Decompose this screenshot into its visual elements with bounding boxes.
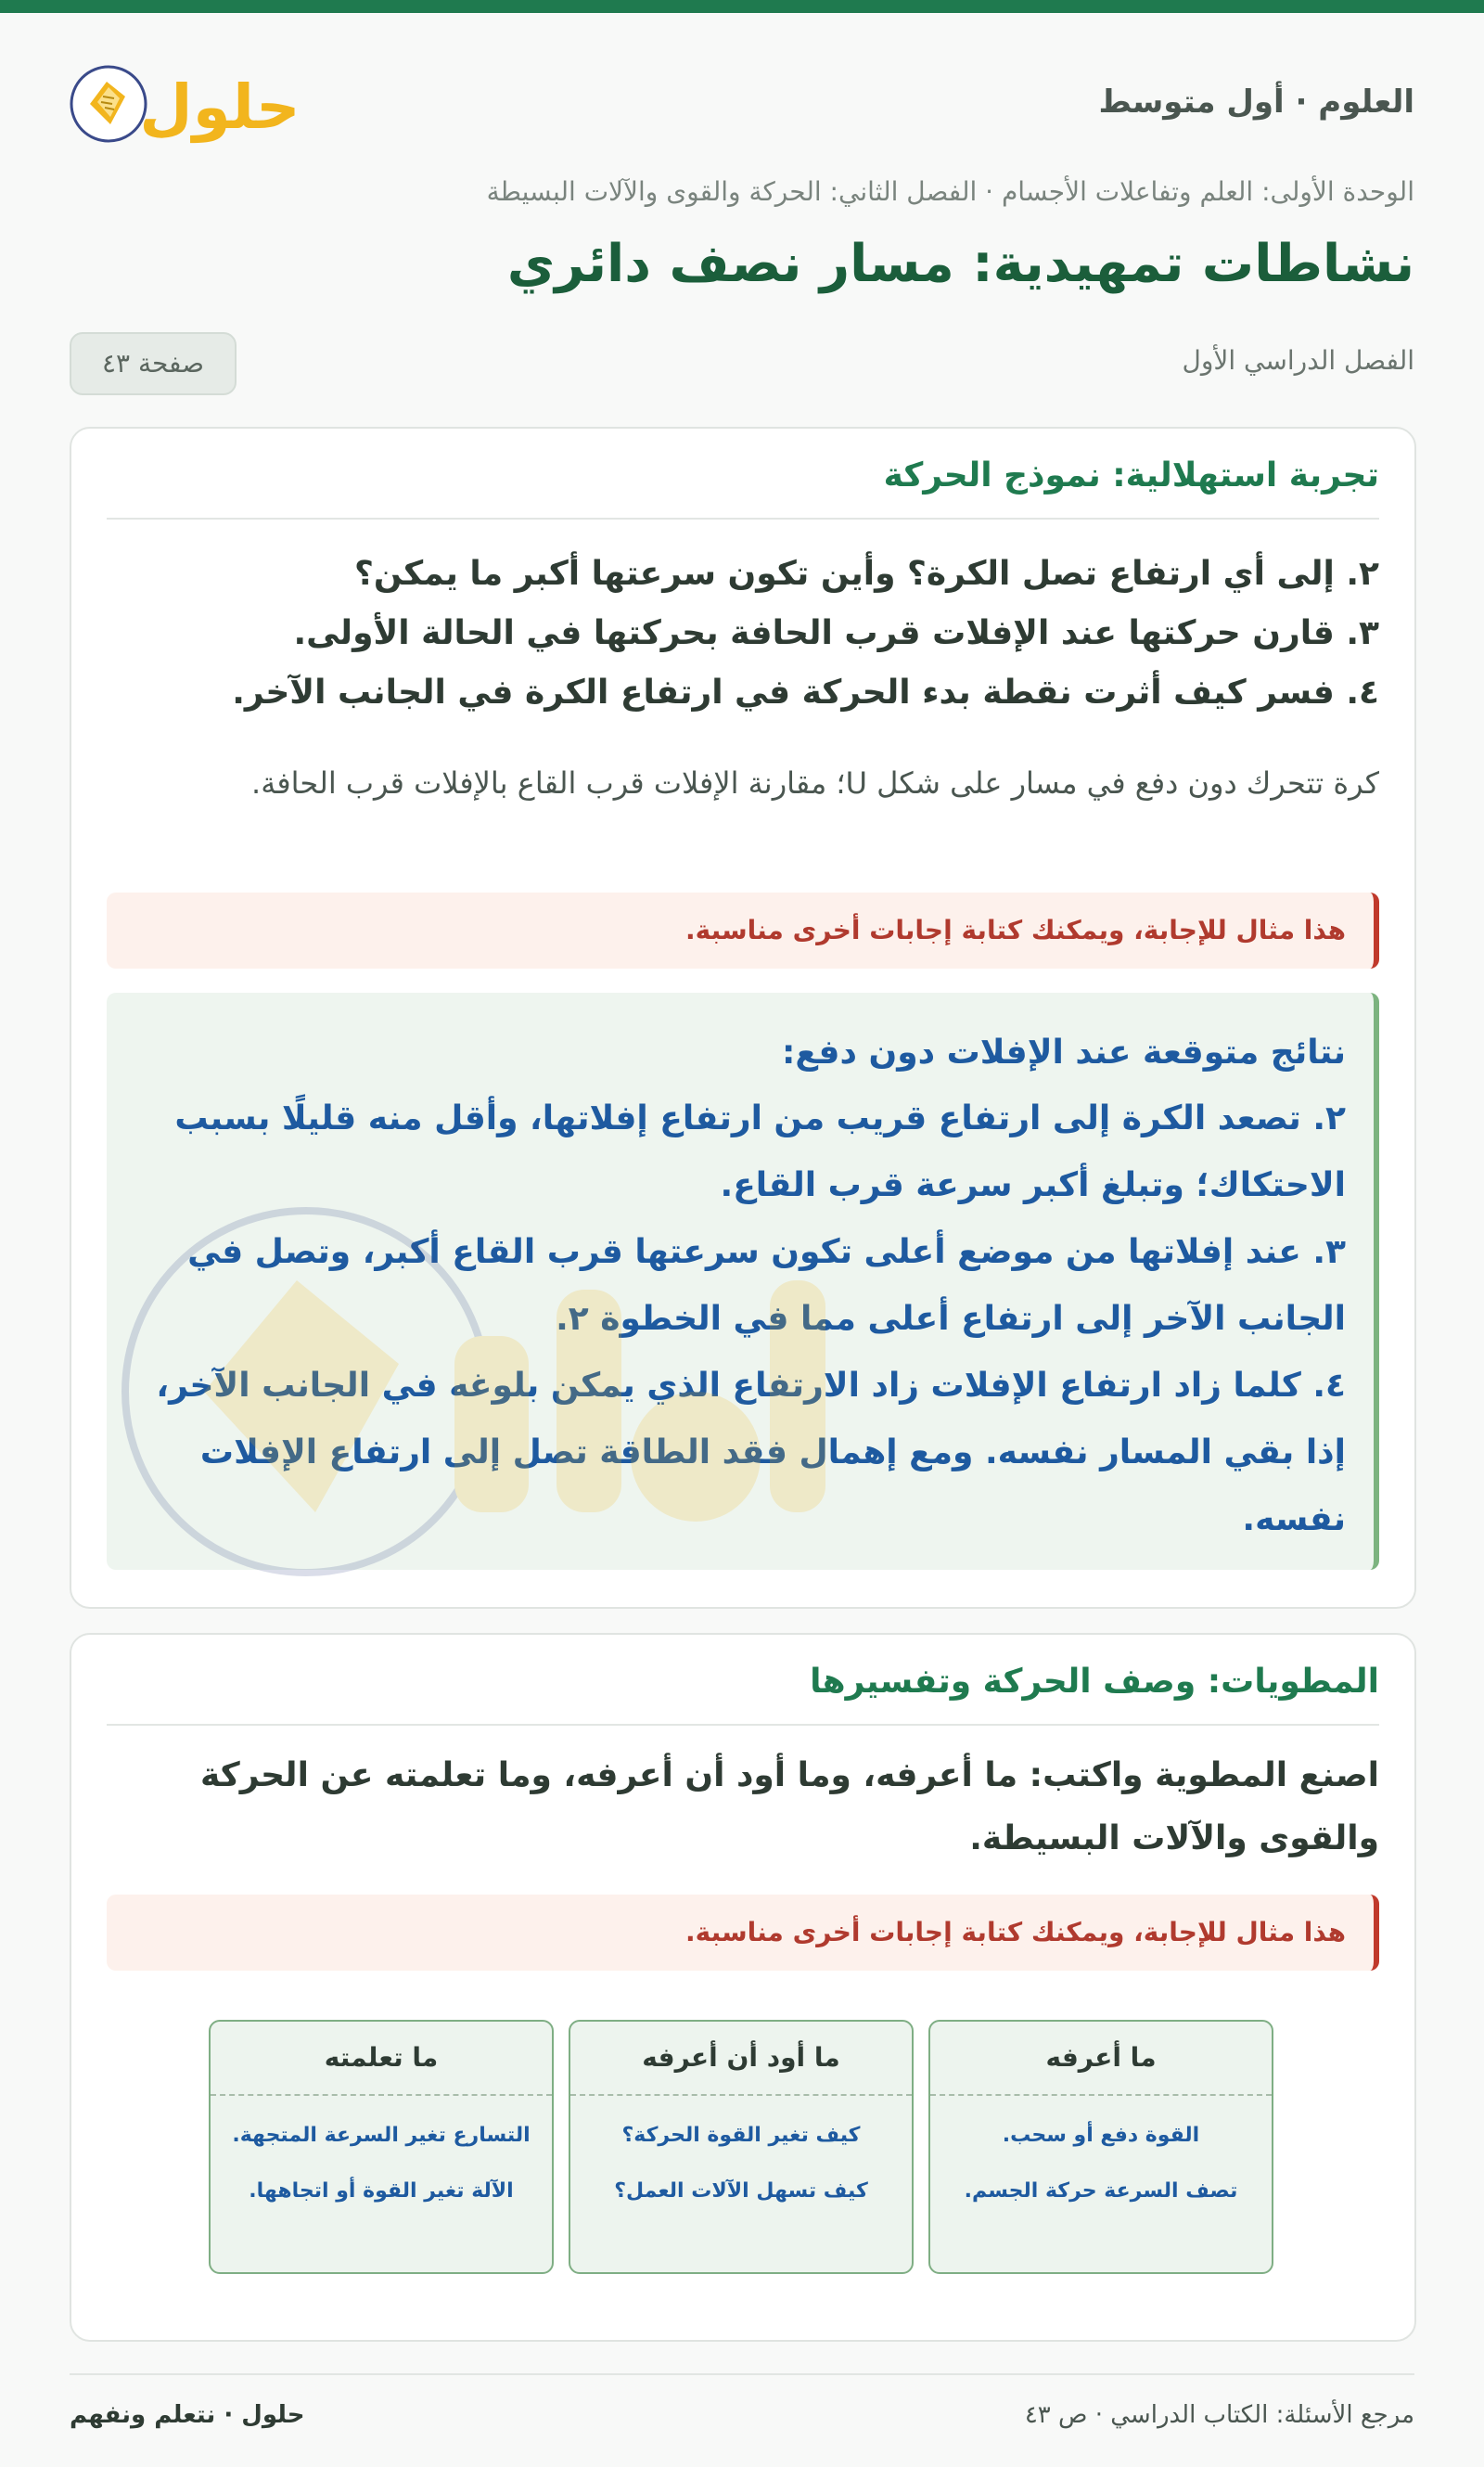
foldables-instructions: اصنع المطوية واكتب: ما أعرفه، وما أود أن أعرفه، وما تعلمته عن الحركة والقوى والآلات البسيطة. (199, 1756, 1379, 1857)
logo-wordmark: حلول (139, 71, 301, 143)
top-accent-bar (0, 0, 1484, 13)
foldables-card (70, 1633, 1416, 2342)
column-heading: ما تعلمته (211, 2022, 552, 2096)
exploration-card (70, 427, 1416, 1609)
hulul-logo[interactable] (70, 56, 320, 158)
column-heading: ما أعرفه (930, 2022, 1272, 2096)
column-entry: القوة دفع أو سحب. (1002, 2124, 1200, 2147)
sample-answer-note: هذا مثال للإجابة، ويمكنك كتابة إجابات أخرى مناسبة. (107, 1895, 1379, 1971)
answer-item: ٢. تصعد الكرة إلى ارتفاع قريب من ارتفاع إفلاتها، وأقل منه قليلًا بسبب الاحتكاك؛ وتبلغ أكبر سرعة قرب القاع. (174, 1099, 1346, 1204)
footer-reference: مرجع الأسئلة: الكتاب الدراسي · ص ٤٣ (1024, 2401, 1414, 2429)
kwl-foldable (211, 2020, 1273, 2272)
answer-item: ٣. عند إفلاتها من موضع أعلى تكون سرعتها قرب القاع أكبر، وتصل في الجانب الآخر إلى ارتفاع أعلى مما في الخطوة ٢. (187, 1233, 1346, 1338)
answer-heading: نتائج متوقعة عند الإفلات دون دفع: (781, 1034, 1346, 1072)
foldable-column-learned (209, 2020, 554, 2274)
page-title: نشاطات تمهيدية: مسار نصف دائري (506, 234, 1414, 294)
question-item: ٤. فسر كيف أثرت نقطة بدء الحركة في ارتفاع الكرة في الجانب الآخر. (232, 674, 1379, 712)
footer-divider (70, 2373, 1414, 2375)
page-header (70, 56, 1414, 158)
sample-answer-note: هذا مثال للإجابة، ويمكنك كتابة إجابات أخرى مناسبة. (107, 893, 1379, 969)
foldable-column-want-to-know (569, 2020, 914, 2274)
subject-label: العلوم · أول متوسط (1098, 84, 1414, 121)
answer-item: ٤. كلما زاد ارتفاع الإفلات زاد الارتفاع الذي يمكن بلوغه في الجانب الآخر، إذا بقي المسار نفسه. ومع إهمال فقد الطاقة تصل إلى ارتفاع الإفلات نفسه. (156, 1367, 1346, 1538)
question-item: ٣. قارن حركتها عند الإفلات قرب الحافة بحركتها في الحالة الأولى. (293, 614, 1379, 652)
question-item: ٢. إلى أي ارتفاع تصل الكرة؟ وأين تكون سرعتها أكبر ما يمكن؟ (354, 555, 1379, 593)
experiment-description: كرة تتحرك دون دفع في مسار على شكل U؛ مقارنة الإفلات قرب القاع بالإفلات قرب الحافة. (251, 765, 1379, 801)
semester-label: الفصل الدراسي الأول (1182, 345, 1414, 376)
page-number-badge: صفحة ٤٣ (70, 332, 237, 395)
answer-box (107, 993, 1379, 1570)
column-entry: الآلة تغير القوة أو اتجاهها. (249, 2179, 514, 2203)
column-entry: كيف تسهل الآلات العمل؟ (614, 2179, 868, 2203)
footer-brand[interactable]: حلول · نتعلم ونفهم (70, 2401, 305, 2429)
question-list (107, 545, 1379, 723)
foldable-column-know (928, 2020, 1273, 2274)
column-entry: التسارع تغير السرعة المتجهة. (232, 2124, 531, 2147)
column-heading: ما أود أن أعرفه (570, 2022, 912, 2096)
breadcrumb: الوحدة الأولى: العلم وتفاعلات الأجسام · الفصل الثاني: الحركة والقوى والآلات البسيطة (486, 176, 1414, 207)
column-entry: تصف السرعة حركة الجسم. (964, 2179, 1238, 2203)
column-entry: كيف تغير القوة الحركة؟ (621, 2124, 861, 2147)
exploration-title: تجربة استهلالية: نموذج الحركة (107, 456, 1379, 520)
foldables-title: المطويات: وصف الحركة وتفسيرها (107, 1663, 1379, 1726)
